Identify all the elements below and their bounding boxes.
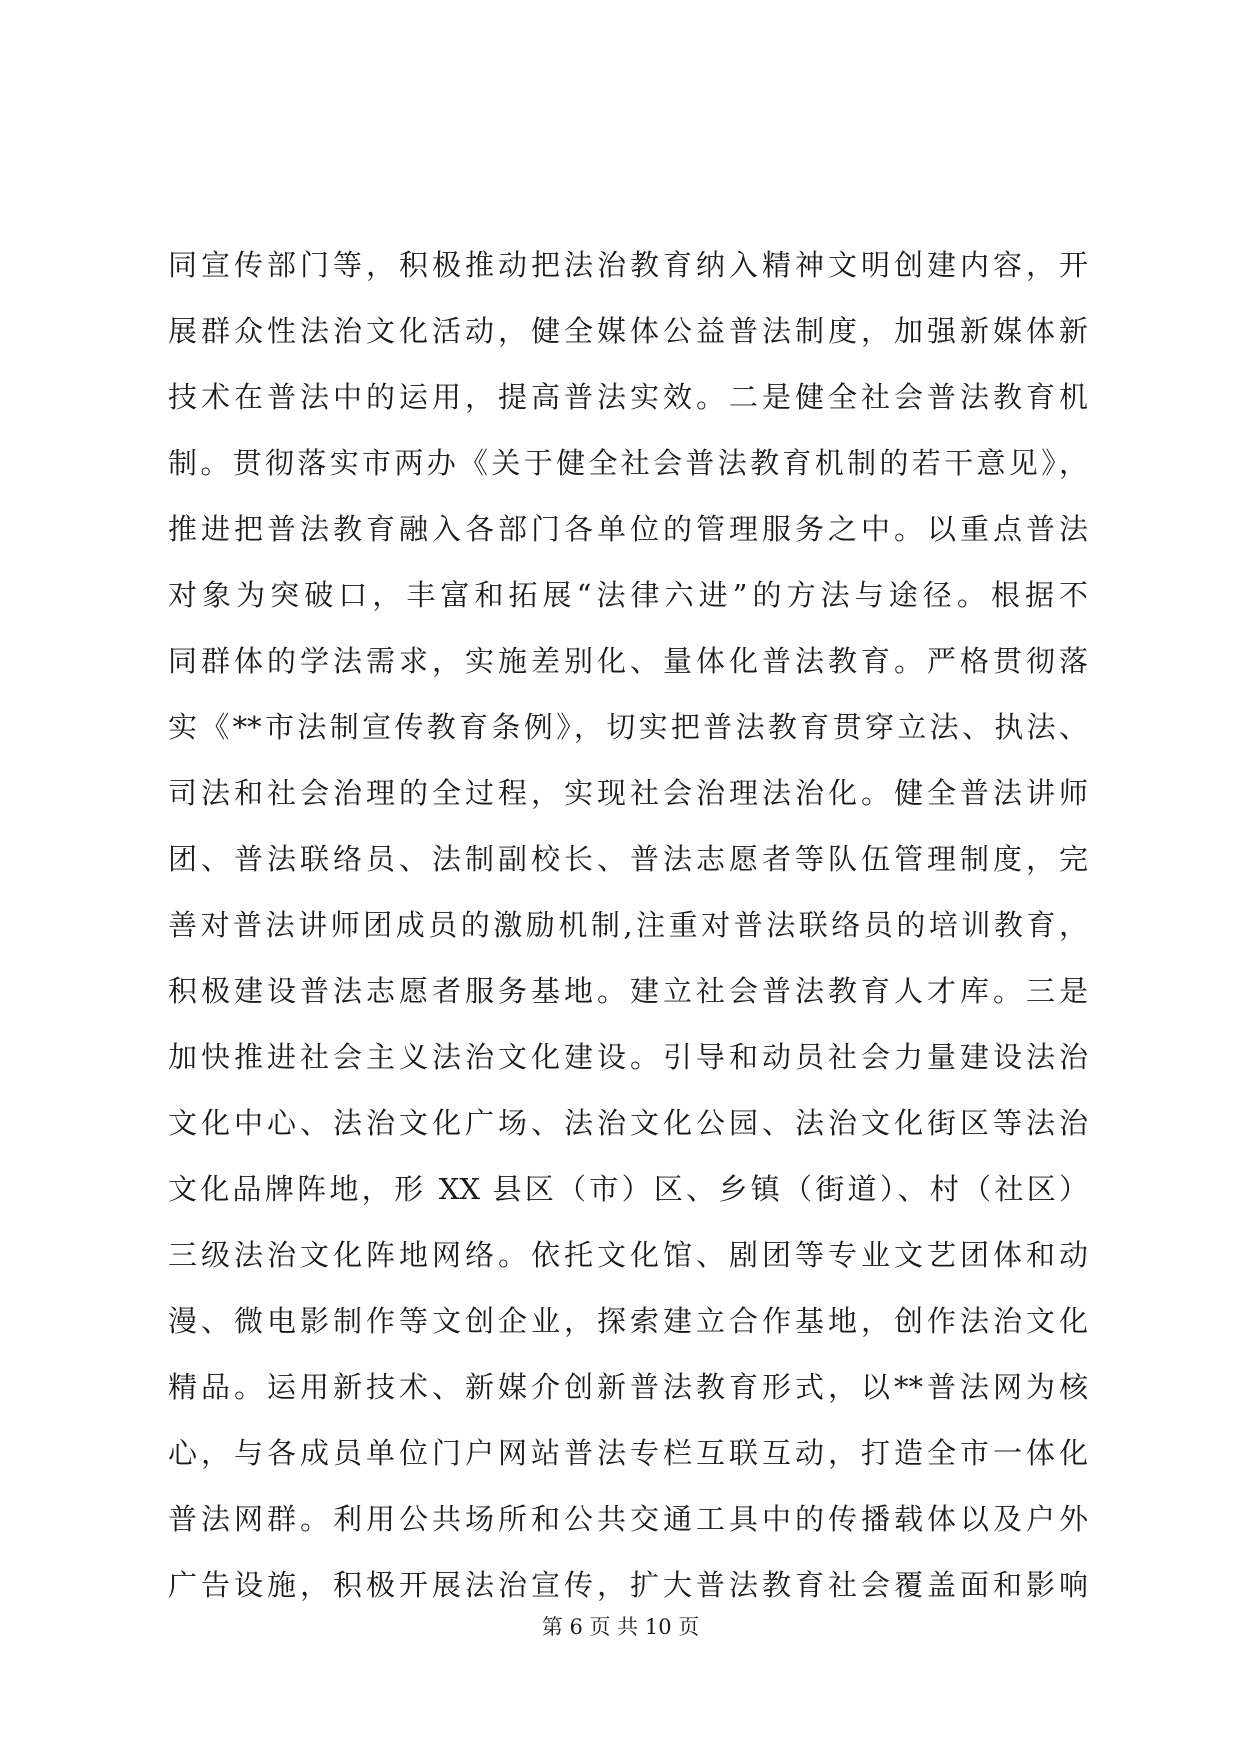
- text-line: 展群众性法治文化活动，健全媒体公益普法制度，加强新媒体新: [168, 314, 1088, 348]
- text-line: 广告设施，积极开展法治宣传，扩大普法教育社会覆盖面和影响: [168, 1568, 1088, 1602]
- text-line: 普法网群。利用公共场所和公共交通工具中的传播载体以及户外: [168, 1502, 1088, 1536]
- text-line: 三级法治文化阵地网络。依托文化馆、剧团等专业文艺团体和动: [168, 1238, 1088, 1272]
- text-line: 司法和社会治理的全过程，实现社会治理法治化。健全普法讲师: [168, 776, 1088, 810]
- text-line: 漫、微电影制作等文创企业，探索建立合作基地，创作法治文化: [168, 1304, 1088, 1338]
- text-line: 精品。运用新技术、新媒介创新普法教育形式，以**普法网为核: [168, 1370, 1088, 1404]
- page-number-footer: 第 6 页 共 10 页: [541, 1615, 700, 1639]
- text-line: 制。贯彻落实市两办《关于健全社会普法教育机制的若干意见》，: [168, 446, 1088, 480]
- text-line: 实《**市法制宣传教育条例》，切实把普法教育贯穿立法、执法、: [168, 710, 1088, 744]
- body-text: [168, 232, 1088, 1618]
- text-line: 心，与各成员单位门户网站普法专栏互联互动，打造全市一体化: [168, 1436, 1088, 1470]
- text-line: 文化品牌阵地，形 XX 县区（市）区、乡镇（街道）、村（社区）: [168, 1172, 1088, 1206]
- text-line: 加快推进社会主义法治文化建设。引导和动员社会力量建设法治: [168, 1040, 1088, 1074]
- text-line: 文化中心、法治文化广场、法治文化公园、法治文化街区等法治: [168, 1106, 1088, 1140]
- text-line: 同宣传部门等，积极推动把法治教育纳入精神文明创建内容，开: [168, 248, 1088, 282]
- text-line: 善对普法讲师团成员的激励机制,注重对普法联络员的培训教育，: [168, 908, 1088, 942]
- text-line: 团、普法联络员、法制副校长、普法志愿者等队伍管理制度，完: [168, 842, 1088, 876]
- text-line: 推进把普法教育融入各部门各单位的管理服务之中。以重点普法: [168, 512, 1088, 546]
- text-line: 积极建设普法志愿者服务基地。建立社会普法教育人才库。三是: [168, 974, 1088, 1008]
- text-line: 同群体的学法需求，实施差别化、量体化普法教育。严格贯彻落: [168, 644, 1088, 678]
- text-line: 对象为突破口，丰富和拓展“法律六进”的方法与途径。根据不: [168, 578, 1088, 612]
- text-line: 技术在普法中的运用，提高普法实效。二是健全社会普法教育机: [168, 380, 1088, 414]
